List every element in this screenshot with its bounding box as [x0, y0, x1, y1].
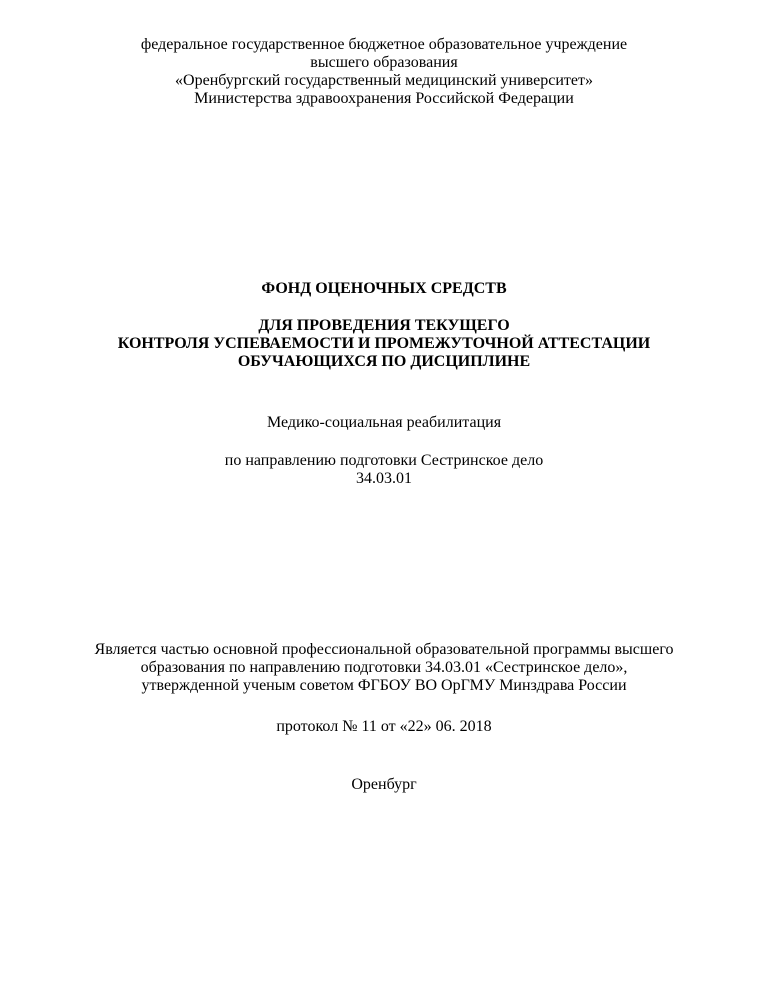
statement-line-1: Является частью основной профессиональной образовательной программы высшего: [94, 641, 674, 658]
city: [0, 776, 768, 794]
protocol-text: протокол № 11 от «22» 06. 2018: [276, 718, 492, 735]
training-direction: [0, 452, 768, 488]
institution-header: [0, 36, 768, 108]
protocol-info: [0, 718, 768, 736]
direction-line-1: по направлению подготовки Сестринское дело: [224, 452, 544, 469]
header-line-4: Министерства здравоохранения Российской Федерации: [194, 90, 574, 107]
document-subtitle: [0, 317, 768, 371]
header-line-2: высшего образования: [310, 54, 458, 71]
header-line-1: федеральное государственное бюджетное образовательное учреждение: [140, 36, 628, 53]
direction-code: 34.03.01: [356, 470, 412, 487]
program-statement: [0, 641, 768, 695]
city-text: Оренбург: [351, 776, 417, 793]
statement-line-3: утвержденной ученым советом ФГБОУ ВО ОрГМУ Минздрава России: [141, 677, 627, 694]
document-title: [0, 280, 768, 298]
subtitle-line-2: КОНТРОЛЯ УСПЕВАЕМОСТИ И ПРОМЕЖУТОЧНОЙ АТТЕСТАЦИИ: [117, 335, 651, 352]
header-line-3: «Оренбургский государственный медицинский университет»: [175, 72, 593, 89]
subtitle-line-1: ДЛЯ ПРОВЕДЕНИЯ ТЕКУЩЕГО: [258, 317, 510, 334]
statement-line-2: образования по направлению подготовки 34.03.01 «Сестринское дело»,: [140, 659, 628, 676]
discipline-name-text: Медико-социальная реабилитация: [266, 414, 502, 431]
subtitle-line-3: ОБУЧАЮЩИХСЯ ПО ДИСЦИПЛИНЕ: [237, 353, 531, 370]
discipline-name: [0, 414, 768, 432]
document-title-text: ФОНД ОЦЕНОЧНЫХ СРЕДСТВ: [261, 280, 507, 297]
